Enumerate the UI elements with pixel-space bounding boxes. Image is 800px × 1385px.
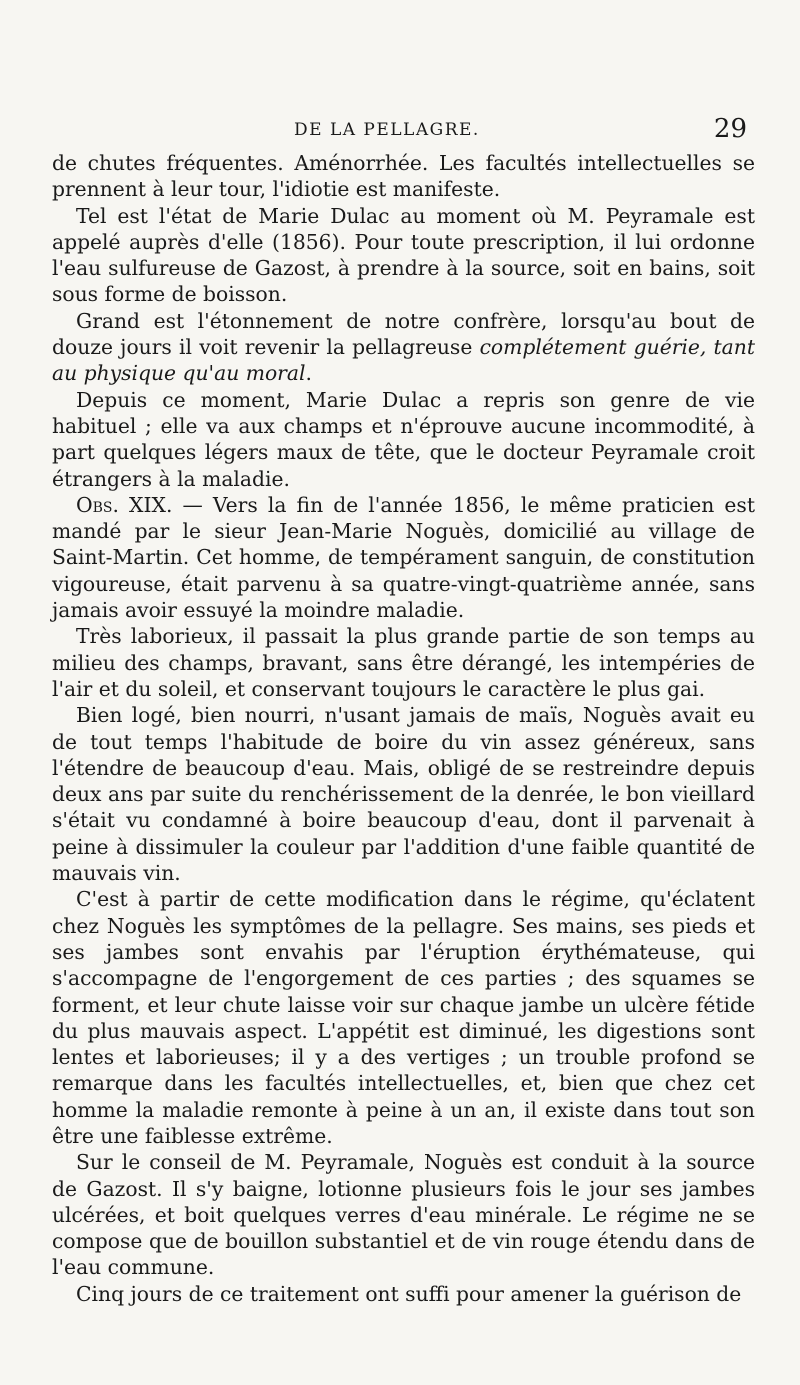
paragraph: de chutes fréquentes. Aménorrhée. Les facultés intellectuelles se prennent à leur tour, l'idiotie est manifeste. — [52, 151, 755, 202]
page-header — [52, 110, 755, 150]
running-head: DE LA PELLAGRE. — [294, 120, 480, 140]
paragraph: Grand est l'étonnement de notre confrère, lorsqu'au bout de douze jours il voit revenir la pellagreuse complétement guérie, tant au physique qu'au moral. — [52, 308, 755, 386]
paragraph: Bien logé, bien nourri, n'usant jamais de maïs, Noguès avait eu de tout temps l'habitude de boire du vin assez généreux, sans l'étendre de beaucoup d'eau. Mais, obligé de se restreindre depuis deux ans par suite du renchérissement de la denrée, le bon vieillard s'était vu condamné à boire beaucoup d'eau, dont il parvenait à peine à dissimuler la couleur par l'addition d'une faible quantité de mauvais vin. — [52, 703, 755, 886]
italic-emphasis: complétement guérie, tant au physique qu'au moral — [52, 335, 755, 386]
paragraph: Depuis ce moment, Marie Dulac a repris son genre de vie habituel ; elle va aux champs et n'éprouve aucune incommodité, à part quelques légers maux de tête, que le docteur Peyramale croit étrangers à la maladie. — [52, 387, 755, 491]
body-text — [52, 150, 755, 1307]
observation-paragraph: Obs. XIX. — Vers la fin de l'année 1856, le même praticien est mandé par le sieur Jean-Marie Noguès, domicilié au village de Saint-Martin. Cet homme, de tempérament sanguin, de constitution vigoureuse, était parvenu à sa quatre-vingt-quatrième année, sans jamais avoir essuyé la moindre maladie. — [52, 492, 755, 623]
paragraph: C'est à partir de cette modification dans le régime, qu'éclatent chez Noguès les symptômes de la pellagre. Ses mains, ses pieds et ses jambes sont envahis par l'éruption érythémateuse, qui s'accompagne de l'engorgement de ces parties ; des squames se forment, et leur chute laisse voir sur chaque jambe un ulcère fétide du plus mauvais aspect. L'appétit est diminué, les digestions sont lentes et laborieuses; il y a des vertiges ; un trouble profond se remarque dans les facultés intellectuelles, et, bien que chez cet homme la maladie remonte à peine à un an, il existe dans tout son être une faiblesse extrême. — [52, 887, 755, 1148]
observation-label: Obs. XIX. — [76, 492, 173, 517]
page-number: 29 — [713, 114, 747, 144]
paragraph: Très laborieux, il passait la plus grande partie de son temps au milieu des champs, bravant, sans être dérangé, les intempéries de l'air et du soleil, et conservant toujours le caractère le plus gai. — [52, 624, 755, 701]
paragraph: Sur le conseil de M. Peyramale, Noguès est conduit à la source de Gazost. Il s'y baigne, lotionne plusieurs fois le jour ses jambes ulcérées, et boit quelques verres d'eau minérale. Le régime ne se compose que de bouillon substantiel et de vin rouge étendu dans de l'eau commune. — [52, 1150, 755, 1280]
paragraph: Tel est l'état de Marie Dulac au moment où M. Peyramale est appelé auprès d'elle (1856). Pour toute prescription, il lui ordonne l'eau sulfureuse de Gazost, à prendre à la source, soit en bains, soit sous forme de boisson. — [52, 203, 755, 307]
paragraph: Cinq jours de ce traitement ont suffi pour amener la guérison de — [76, 1281, 742, 1306]
